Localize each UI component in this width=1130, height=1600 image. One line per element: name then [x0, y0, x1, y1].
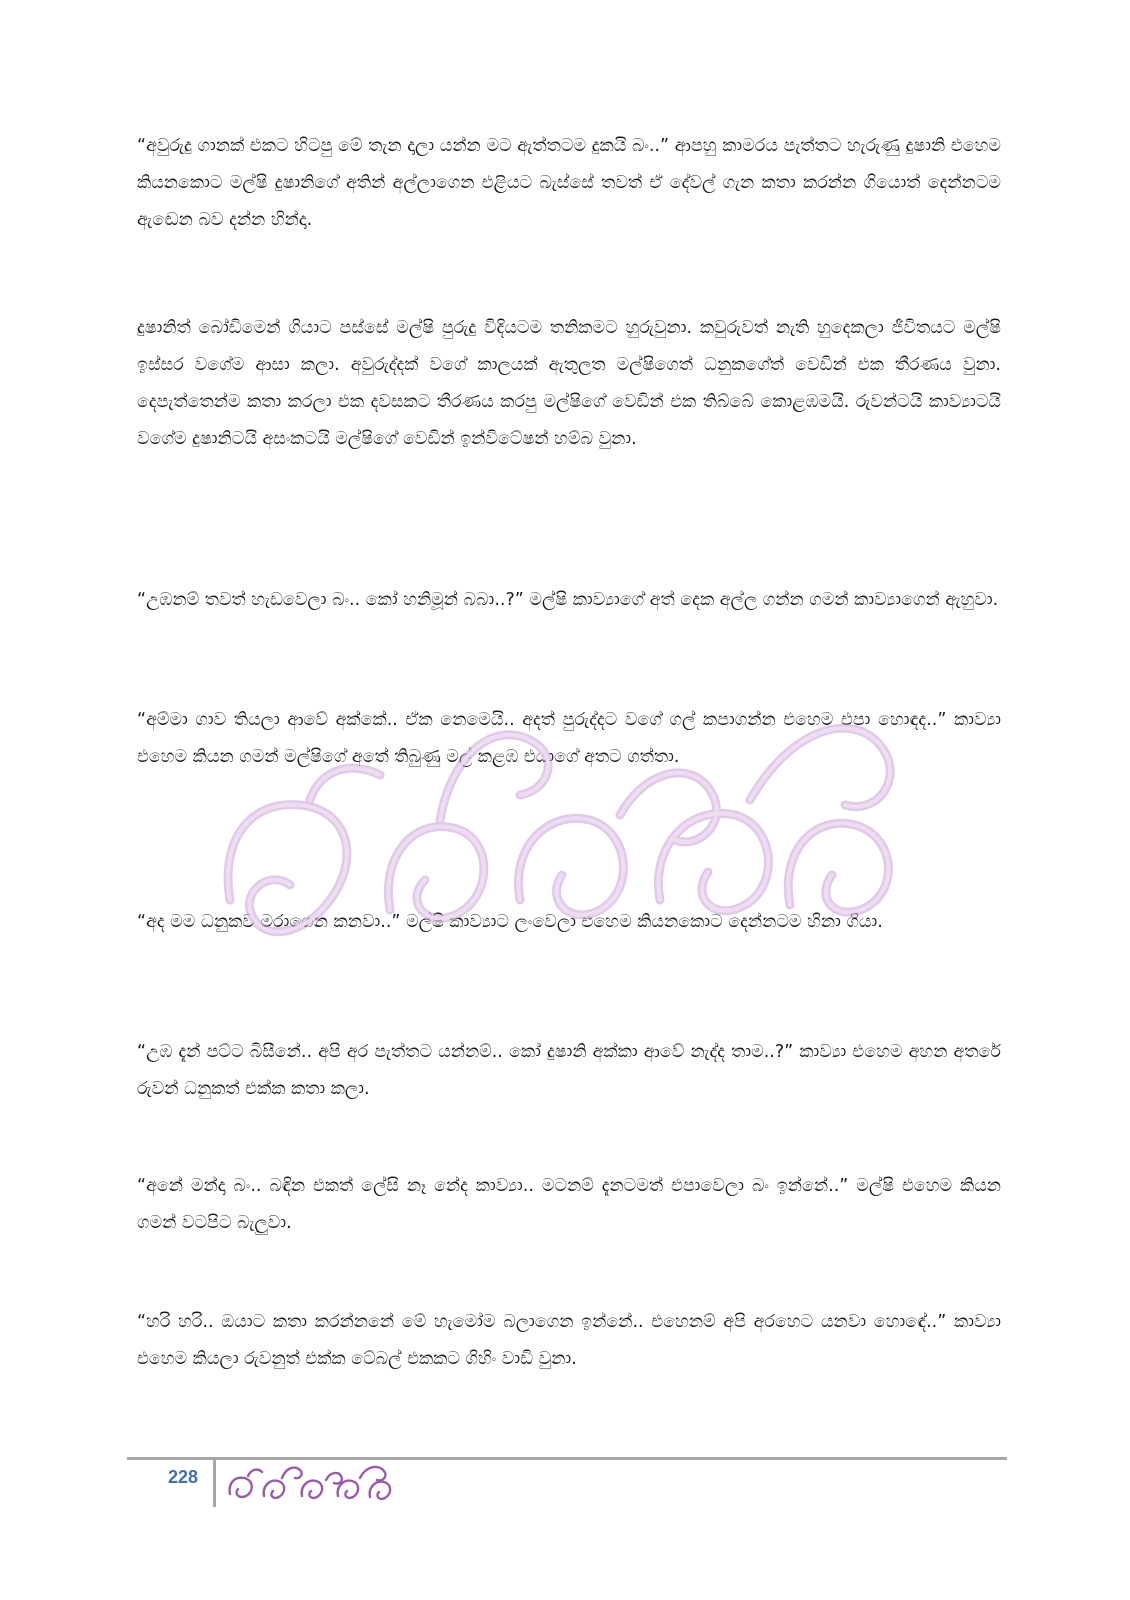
- paragraph: දුෂානිත් බෝඩිමෙන් ගියාට පස්සේ මල්ෂි පුරුදු විදියටම තනිකමට හුරුවුනා. කවුරුවත් නැති හුදෙකලා ජීවිතයට මල්ෂි ඉස්සර වගේම ආසා කලා. අවුරුද්දක් වගේ කාලයක් ඇතුලත මල්ෂිගෙත් ධනුකගේත් වෙඩින් එක තීරණය වුනා. දෙපැත්තෙන්ම කතා කරලා එක දවසකට තීරණය කරපු මල්ෂිගේ වෙඩින් එක තිබ්බේ කොළඹමයි. රුවන්ටයි කාව්‍යාටයි වගේම දුෂානිටයි අසංකටයි මල්ෂිගේ වෙඩින් ඉන්විටේෂන් හම්බ වුනා.: [137, 318, 1001, 449]
- paragraph: “අම්මා ගාව තියලා ආවේ අක්කේ.. ඒක නෙමෙයි.. අදත් පුරුද්දට වගේ ගල් කපාගන්න එහෙම එපා හොඳද..” කාව්‍යා එහෙම කියන ගමන් මල්ෂිගේ අතේ තිබුණු මල් කළඹ එයාගේ අතට ගත්තා.: [137, 710, 1001, 767]
- paragraph: “අනේ මන්දා බං.. බඳින එකත් ලේසි නෑ නේද කාව්‍යා.. මටනම් දැනටමත් එපාවෙලා බං ඉන්නේ..” මල්ෂි එහෙම කියන ගමන් වටපිට බැලුවා.: [137, 1176, 1001, 1233]
- watermark-logo: [190, 600, 950, 1020]
- paragraph: “අවුරුදු ගානක් එකට හිටපු මේ තැන දාලා යන්න මට ඇත්තටම දුකයි බං..” ආපහු කාමරය පැත්තට හැරුණු දුෂානි එහෙම කියනකොට මල්ෂි දුෂානිගේ අතින් අල්ලාගෙන එළියට බැස්සේ තවත් ඒ දේවල් ගැන කතා කරන්න ගියොත් දෙන්නටම ඇඬෙන බව දන්න හින්දා.: [137, 136, 1002, 230]
- paragraph: “හරි හරි.. ඔයාට කතා කරන්නනේ මේ හැමෝම බලාගෙන ඉන්නේ.. එහෙනම් අපි අරහෙට යනවා හොඳේ..” කාව්‍යා එහෙම කියලා රුවනුත් එක්ක ටේබල් එකකට ගිහිං වාඩි වුනා.: [137, 1312, 1001, 1369]
- page-number: 228: [168, 1467, 199, 1487]
- paragraph: “අද මම ධනුකව මරාගෙන කනවා..” මල්ෂි කාව්‍යාට ලංවෙලා එහෙම කියනකොට දෙන්නටම හිනා ගියා.: [137, 912, 883, 932]
- footer-title-logo: [224, 1460, 404, 1504]
- paragraph: “උඹ දැන් පට්ට බිසීනේ.. අපි අර පැත්තට යන්නම්.. කෝ දුෂානි අක්කා ආවේ නැද්ද තාම..?” කාව්‍යා එහෙම අහන අතරේ රුවන් ධනුකත් එක්ක කතා කලා.: [137, 1042, 1001, 1099]
- footer-vertical-divider: [213, 1460, 216, 1507]
- paragraph: “උඹනම් තවත් හැඩවෙලා බං.. කෝ හනිමූන් බබා..?” මල්ෂි කාව්‍යාගේ අත් දෙක අල්ල ගන්න ගමන් කාව්‍යාගෙන් ඇහුවා.: [137, 590, 999, 610]
